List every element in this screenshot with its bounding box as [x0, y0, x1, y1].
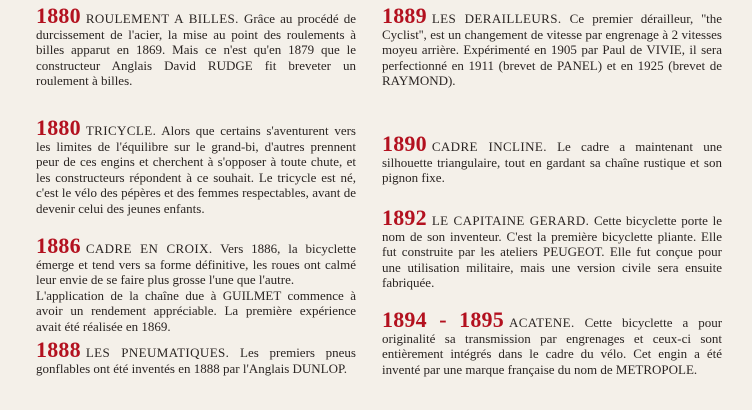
entry-1880-tricycle — [36, 115, 356, 216]
entry-1894-1895-acatene — [382, 307, 723, 377]
entry-year: 1892 — [382, 205, 427, 230]
entry-year: 1889 — [382, 3, 427, 28]
entry-title: CADRE INCLINE. — [431, 139, 547, 154]
entry-1890-cadre-incline — [382, 131, 722, 186]
entry-body: Les premiers pneus gonflables ont été inventés en 1888 par l'Anglais DUNLOP. — [36, 345, 356, 376]
entry-body: Ce premier dérailleur, ''the Cyclist'', est un changement de vitesse par engrenage à 2 vitesses moyeu arrière. Expérimenté en 1905 par Paul de VIVIE, il sera perfectionné en 1911 (brevet de PANEL) et en 1925 (brevet de RAYMOND). — [382, 11, 722, 88]
entry-year: 1880 — [36, 3, 81, 28]
entry-body: Le cadre a maintenant une silhouette triangulaire, tout en gardant sa chaîne rustique et son pignon fixe. — [382, 139, 722, 185]
entry-body: Cette bicyclette porte le nom de son inventeur. C'est la première bicyclette pliante. Elle fut construite par les ateliers PEUGEOT. Elle fut conçue pour une utilisation militaire, mais une version civile sera ensuite fabriquée. — [382, 213, 722, 290]
entry-title: LES PNEUMATIQUES. — [85, 345, 230, 360]
entry-year: 1886 — [36, 233, 81, 258]
entry-title: ROULEMENT A BILLES. — [85, 11, 239, 26]
entry-body-continued: L'application de la chaîne due à GUILMET commence à avoir un rendement appréciable. La première expérience avait été réalisée en 1869. — [36, 287, 356, 334]
entry-title: TRICYCLE. — [85, 123, 157, 138]
entry-1889-derailleurs — [382, 3, 722, 89]
entry-1888-pneumatiques — [36, 337, 356, 376]
entry-year: 1894 - 1895 — [382, 307, 504, 332]
entry-year: 1888 — [36, 337, 81, 362]
entry-year: 1890 — [382, 131, 427, 156]
entry-title: ACATENE. — [508, 315, 575, 330]
entry-1880-roulement — [36, 3, 357, 89]
entry-title: LE CAPITAINE GERARD. — [431, 213, 590, 228]
entry-body: Cette bicyclette a pour originalité sa transmission par engrenages et ceux-ci sont entièrement intégrés dans le cadre du vélo. Cet engin a été inventé par une marque française du nom de METROPOLE. — [382, 315, 723, 377]
entry-body: Vers 1886, la bicyclette émerge et tend vers sa forme définitive, les roues ont calmé leur envie de se faire plus grosse l'une que l'autre. — [36, 241, 356, 287]
entry-year: 1880 — [36, 115, 81, 140]
entry-1892-capitaine-gerard — [382, 205, 722, 291]
entry-body: Alors que certains s'aventurent vers les limites de l'équilibre sur le grand-bi, d'autres prennent peur de ces engins et cherchent à s'opposer à toute chute, et les constructeurs répondent à ce souhait. Le tricycle est né, c'est le vélo des pépères et des femmes respectables, avant de devenir celui des jeunes enfants. — [36, 123, 356, 216]
entry-title: CADRE EN CROIX. — [85, 241, 213, 256]
entry-title: LES DERAILLEURS. — [431, 11, 562, 26]
entry-1886-cadre-en-croix — [36, 233, 356, 334]
entry-body: Grâce au procédé de durcissement de l'acier, la mise au point des roulements à billes apparut en 1869. Mais ce n'est qu'en 1879 que le constructeur Anglais David RUDGE fit breveter un roulement à billes. — [36, 11, 357, 88]
